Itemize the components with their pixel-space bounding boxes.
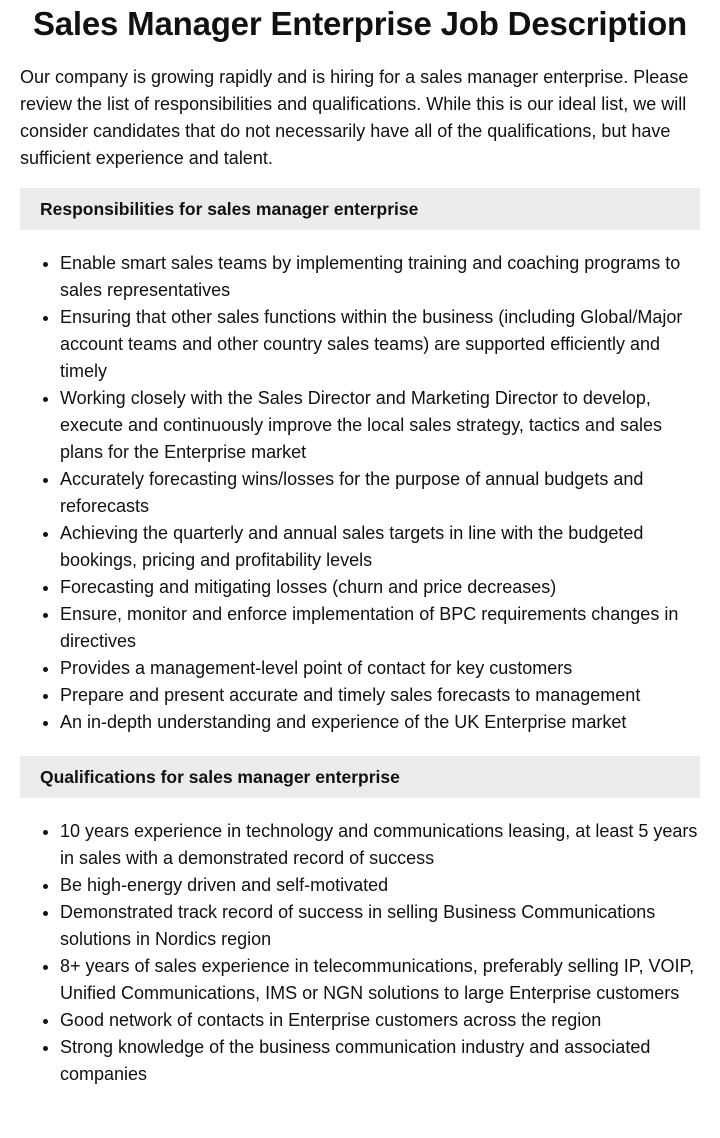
list-item: • Enable smart sales teams by implementing training and coaching programs to sales representatives [60,250,700,304]
qualifications-heading: Qualifications for sales manager enterprise [20,756,700,798]
qualifications-list [20,818,700,1088]
page-title: Sales Manager Enterprise Job Description [32,5,688,42]
list-item: • Prepare and present accurate and timely sales forecasts to management [60,682,700,709]
intro-paragraph: Our company is growing rapidly and is hiring for a sales manager enterprise. Please review the list of responsibilities and qualifications. While this is our ideal list, we will consider candidates that do not necessarily have all of the qualifications, but have sufficient experience and talent. [20,67,689,168]
list-item: • Ensuring that other sales functions within the business (including Global/Major account teams and other country sales teams) are supported efficiently and timely [60,304,700,385]
list-item: • Good network of contacts in Enterprise customers across the region [60,1007,700,1034]
list-item: • Strong knowledge of the business communication industry and associated companies [60,1034,700,1088]
list-item: • Demonstrated track record of success in selling Business Communications solutions in Nordics region [60,899,700,953]
list-item: • Provides a management-level point of contact for key customers [60,655,700,682]
list-item: • Be high-energy driven and self-motivated [60,872,700,899]
list-item: • 8+ years of sales experience in telecommunications, preferably selling IP, VOIP, Unified Communications, IMS or NGN solutions to large Enterprise customers [60,953,700,1007]
list-item: • Achieving the quarterly and annual sales targets in line with the budgeted bookings, pricing and profitability levels [60,520,700,574]
responsibilities-heading: Responsibilities for sales manager enterprise [20,188,700,230]
list-item: • Working closely with the Sales Director and Marketing Director to develop, execute and continuously improve the local sales strategy, tactics and sales plans for the Enterprise market [60,385,700,466]
responsibilities-list [20,250,700,736]
list-item: • An in-depth understanding and experience of the UK Enterprise market [60,709,700,736]
list-item: • 10 years experience in technology and communications leasing, at least 5 years in sales with a demonstrated record of success [60,818,700,872]
list-item: • Accurately forecasting wins/losses for the purpose of annual budgets and reforecasts [60,466,700,520]
list-item: • Forecasting and mitigating losses (churn and price decreases) [60,574,700,601]
list-item: • Ensure, monitor and enforce implementation of BPC requirements changes in directives [60,601,700,655]
